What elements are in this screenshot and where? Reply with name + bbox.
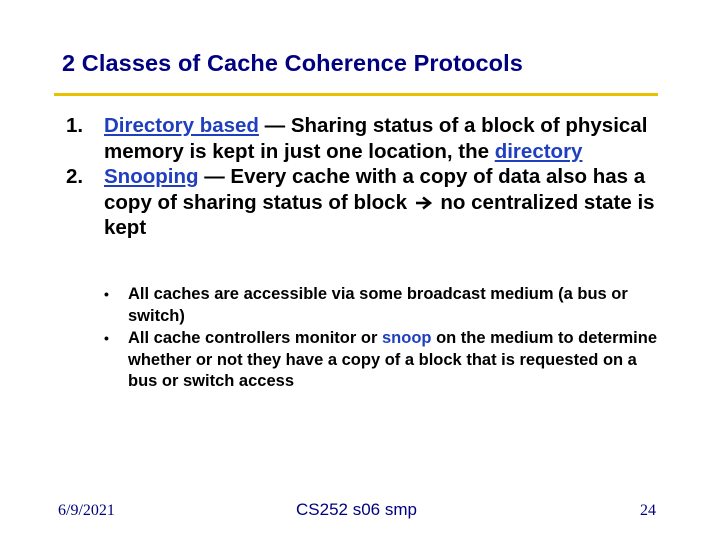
- sub-list-item: [104, 284, 664, 327]
- item-number: 2.: [66, 165, 84, 188]
- sub-item-text-end: on the medium to determine whether or not they have a copy of a block that is requested on a bus or switch access: [128, 329, 658, 390]
- snooping-link[interactable]: Snooping: [104, 165, 199, 188]
- list-item-snooping: [66, 164, 666, 241]
- sub-item-text: All caches are accessible via some broadcast medium (a bus or switch): [128, 285, 628, 325]
- snoop-highlight: snoop: [381, 329, 432, 347]
- directory-based-link[interactable]: Directory based: [104, 114, 259, 137]
- item-text: [104, 164, 666, 241]
- title-divider: [54, 93, 658, 96]
- sub-item-text: [128, 328, 664, 393]
- directory-link[interactable]: directory: [494, 139, 583, 163]
- page-number: 24: [640, 502, 656, 519]
- sub-item-text-start: All cache controllers monitor or: [128, 329, 382, 347]
- item-description: — Every cache with a copy of data also has a copy of sharing status of block: [104, 165, 646, 214]
- footer-date: 6/9/2021: [58, 502, 115, 519]
- right-arrow-icon: [415, 196, 433, 210]
- slide-title: 2 Classes of Cache Coherence Protocols: [62, 50, 523, 76]
- item-description-end: no centralized state is kept: [104, 190, 655, 239]
- sub-list: [104, 284, 664, 394]
- item-number: 1.: [66, 114, 84, 137]
- footer-course: CS252 s06 smp: [296, 500, 417, 519]
- list-item-directory: [66, 113, 666, 164]
- sub-list-item: [104, 328, 664, 393]
- item-description: — Sharing status of a block of physical memory is kept in just one location, the: [104, 114, 648, 163]
- bullet: •: [104, 330, 109, 346]
- main-list: [66, 113, 666, 241]
- item-text: [104, 113, 666, 164]
- bullet: •: [104, 286, 109, 302]
